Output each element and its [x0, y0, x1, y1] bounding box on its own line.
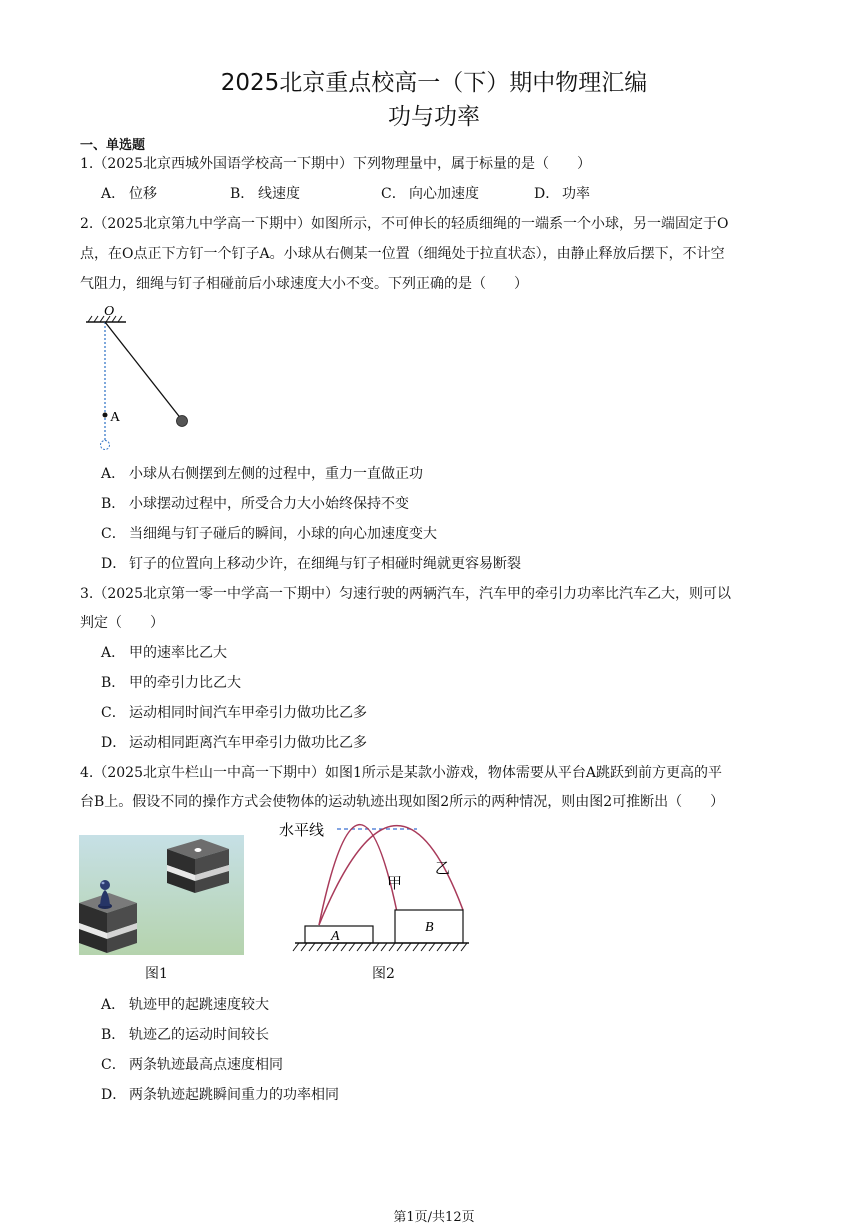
q2-option-d: D． 钉子的位置向上移动少许，在细绳与钉子相碰时绳就更容易断裂 — [101, 556, 521, 572]
trajectory-jia — [319, 825, 397, 925]
q3-option-d: D． 运动相同距离汽车甲牵引力做功比乙多 — [101, 735, 367, 751]
q2-option-b: B． 小球摆动过程中，所受合力大小始终保持不变 — [101, 496, 409, 512]
q3-option-c: C． 运动相同时间汽车甲牵引力做功比乙多 — [101, 705, 367, 721]
pendulum-figure — [80, 302, 210, 452]
platform-b-label: B — [425, 920, 434, 935]
q1-option-a: A． 位移 — [101, 186, 157, 202]
q2-stem-line-1: 2.（2025北京第九中学高一下期中）如图所示，不可伸长的轻质细绳的一端系一个小球，另一端固定于O — [80, 216, 729, 232]
point-o-label: O — [104, 304, 115, 319]
q3-option-b: B． 甲的牵引力比乙大 — [101, 675, 241, 691]
ground-hatch — [293, 943, 467, 951]
section-heading: 一、单选题 — [80, 138, 146, 153]
q2-option-a: A． 小球从右侧摆到左侧的过程中，重力一直做正功 — [101, 466, 423, 482]
ghost-ball — [101, 441, 110, 450]
page-footer: 第1页/共12页 — [393, 1210, 475, 1225]
trajectory-figure — [277, 815, 477, 960]
q4-stem-line-2: 台B上。假设不同的操作方式会使物体的运动轨迹出现如图2所示的两种情况，则由图2可推断出（ ） — [80, 794, 725, 810]
platform-b-block — [167, 839, 229, 893]
q1-stem: 1.（2025北京西城外国语学校高一下期中）下列物理量中，属于标量的是（ ） — [80, 156, 591, 172]
q1-option-c: C． 向心加速度 — [381, 186, 479, 202]
q1-option-d: D． 功率 — [534, 186, 590, 202]
q4-option-b: B． 轨迹乙的运动时间较长 — [101, 1027, 269, 1043]
figure-1-caption: 图1 — [145, 966, 168, 982]
platform-a-label: A — [331, 929, 340, 944]
trajectory-yi-label: 乙 — [435, 861, 451, 877]
document-subtitle: 功与功率 — [388, 104, 480, 130]
q4-stem-line-1: 4.（2025北京牛栏山一中高一下期中）如图1所示是某款小游戏，物体需要从平台A跳跃到前方更高的平 — [80, 765, 723, 781]
q2-option-c: C． 当细绳与钉子碰后的瞬间，小球的向心加速度变大 — [101, 526, 437, 542]
q3-stem-line-1: 3.（2025北京第一零一中学高一下期中）匀速行驶的两辆汽车，汽车甲的牵引力功率比汽车乙大，则可以 — [80, 586, 731, 602]
q2-stem-line-3: 气阻力，细绳与钉子相碰前后小球速度大小不变。下列正确的是（ ） — [80, 276, 528, 292]
q2-stem-line-2: 点，在O点正下方钉一个钉子A。小球从右侧某一位置（细绳处于拉直状态），由静止释放后摆下，不计空 — [80, 246, 725, 262]
q4-option-c: C． 两条轨迹最高点速度相同 — [101, 1057, 283, 1073]
point-a-label: A — [110, 410, 121, 425]
q4-option-d: D． 两条轨迹起跳瞬间重力的功率相同 — [101, 1087, 339, 1103]
nail-a — [103, 413, 108, 418]
q3-stem-line-2: 判定（ ） — [80, 615, 164, 631]
rope-line — [105, 322, 182, 420]
document-title: 2025北京重点校高一（下）期中物理汇编 — [220, 70, 648, 96]
q3-option-a: A． 甲的速率比乙大 — [101, 645, 227, 661]
figure-2-caption: 图2 — [372, 966, 395, 982]
ball — [177, 416, 188, 427]
q1-option-b: B． 线速度 — [230, 186, 300, 202]
q4-option-a: A． 轨迹甲的起跳速度较大 — [101, 997, 269, 1013]
horizontal-line-label: 水平线 — [279, 823, 325, 839]
trajectory-jia-label: 甲 — [387, 876, 403, 892]
game-scene-figure — [79, 835, 244, 955]
